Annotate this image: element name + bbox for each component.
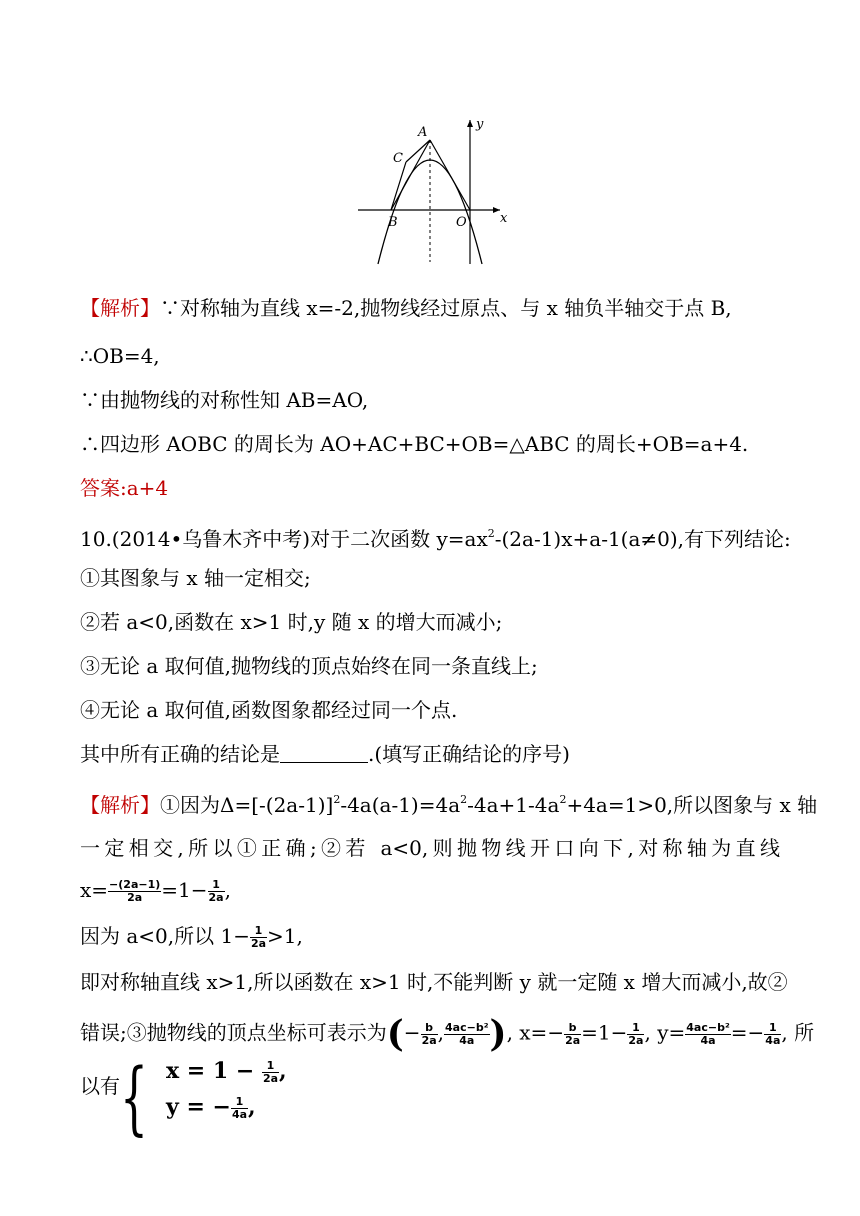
q10-conclusion-4: ④无论 a 取何值,函数图象都经过同一个点. (80, 698, 458, 722)
label-y: y (476, 117, 484, 132)
answer-blank[interactable] (280, 744, 368, 763)
q10-conclusion-2: ②若 a<0,函数在 x>1 时,y 随 x 的增大而减小; (80, 610, 503, 634)
analysis-tag-2: 【解析】 (80, 793, 160, 817)
label-x: x (500, 211, 508, 226)
segment-ca (406, 140, 430, 162)
analysis-tag: 【解析】 (80, 296, 160, 320)
sol2-line3: x= $\frac{-(2a-1)}{2a}$ =1− $\frac{1}{2a}$ , (80, 878, 231, 904)
sol1-line1: 【解析】∵对称轴为直线 x=-2,抛物线经过原点、与 x 轴负半轴交于点 B, (80, 296, 732, 320)
sol2-line1: 【解析】①因为$\Delta=[-(2a-1)]^2-4a(a-1)=4a^2-4a+1-4a^2+4a=1>0$,所以图象与 x 轴 (80, 793, 818, 817)
sol2-line4: 因为 a<0,所以 1− $\frac{1}{2a}$ >1, (80, 924, 303, 950)
system-eq2: y = − $\frac{1}{4a}$ , (166, 1094, 256, 1121)
segment-ao (430, 140, 470, 210)
fraction-1-2a: $\frac{1}{2a}$ (208, 878, 224, 904)
fraction-axis: $\frac{-(2a-1)}{2a}$ (109, 878, 161, 904)
sol2-line6: 错误;③抛物线的顶点坐标可表示为(− $\frac{b}{2a}$ , $\frac{\text{4ac−b²}}{4a}$ ), x=− $\frac{b}{2a}$ =1− $\frac{1}{2a}$ , y= $\frac{\text{4ac−b²}}{4a}$ =− $\frac{1}{4a}$ , 所 (80, 1013, 815, 1055)
x-axis-arrow (493, 207, 500, 213)
sol2-line2: 一定相交,所以①正确;②若 a<0,则抛物线开口向下,对称轴为直线 (80, 836, 780, 860)
label-c: C (393, 151, 403, 166)
sol1-line2: ∴OB=4, (80, 344, 160, 368)
answer-line: 答案:a+4 (80, 476, 169, 500)
system-eq1: x = 1 − $\frac{1}{2a}$ , (166, 1058, 287, 1085)
system-brace: { (120, 1051, 148, 1144)
fraction-1-2a-b: $\frac{1}{2a}$ (250, 924, 267, 950)
sol1-line4: ∴四边形 AOBC 的周长为 AO+AC+BC+OB=△ABC 的周长+OB=a+4. (80, 432, 749, 456)
parabola-figure (340, 112, 520, 272)
q10-stem: 10.(2014•乌鲁木齐中考)对于二次函数 $y=ax^2-(2a-1)x+a-1(a\ne 0)$,有下列结论: (80, 527, 791, 551)
y-axis-arrow (467, 120, 473, 127)
sol2-line5: 即对称轴直线 x>1,所以函数在 x>1 时,不能判断 y 就一定随 x 增大而减小,故② (80, 970, 788, 994)
fraction-b-2a: $\frac{b}{2a}$ (421, 1020, 437, 1047)
sol1-line3: ∵由抛物线的对称性知 AB=AO, (80, 388, 369, 412)
q10-ask: 其中所有正确的结论是 .(填写正确结论的序号) (80, 742, 570, 766)
sol2-line7: 以有 (80, 1074, 120, 1098)
q10-conclusion-3: ③无论 a 取何值,抛物线的顶点始终在同一条直线上; (80, 654, 538, 678)
fraction-vertex-y: $\frac{\text{4ac−b²}}{4a}$ (445, 1020, 489, 1047)
q10-conclusion-1: ①其图象与 x 轴一定相交; (80, 566, 311, 590)
label-b: B (388, 215, 398, 230)
label-o: O (456, 215, 467, 230)
label-a: A (418, 125, 428, 140)
